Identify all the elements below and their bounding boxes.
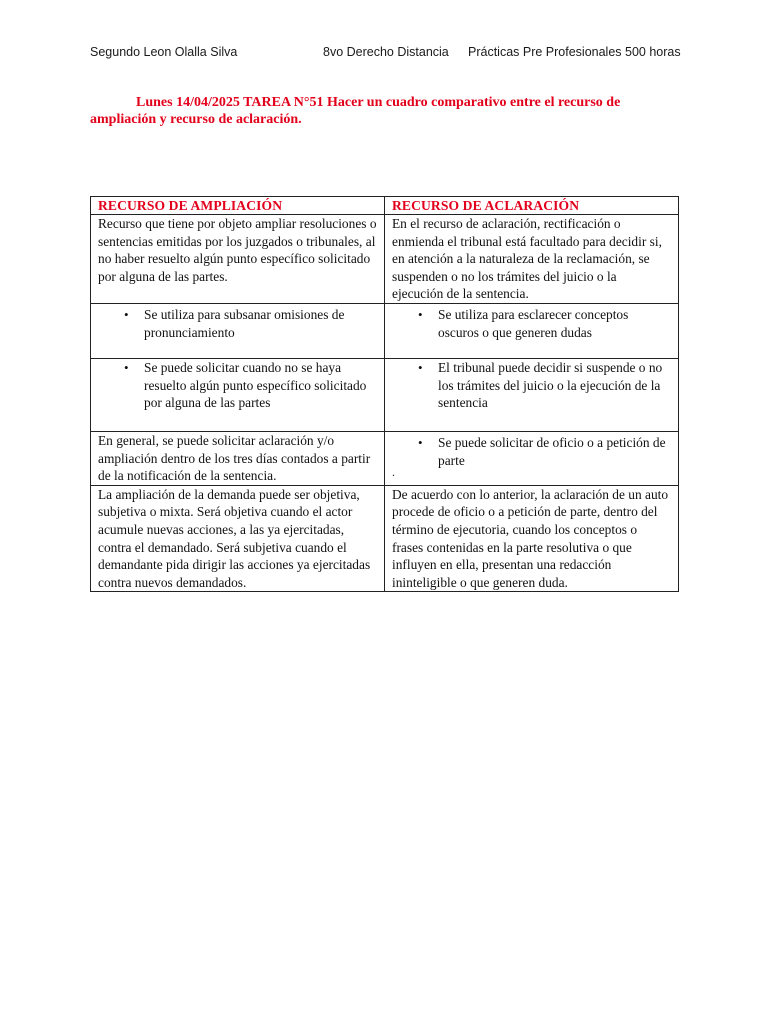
practice-label: Prácticas Pre Profesionales 500 horas — [468, 45, 681, 59]
final-aclaracion: De acuerdo con lo anterior, la aclaración de un auto procede de oficio o a petición de parte, dentro del término de ejecutoria, cuando los conceptos o frases contenidas en la parte resolutiva o que influyen en ella, presentan una redacción ininteligible o que generen duda. — [385, 485, 679, 592]
final-ampliacion: La ampliación de la demanda puede ser objetiva, subjetiva o mixta. Será objetiva cuando el actor acumule nuevas acciones, a las ya ejercitadas, contra el demandado. Será subjetiva cuando el demandante pida dirigir las acciones ya ejercitadas contra nuevos demandados. — [91, 485, 385, 592]
definition-aclaracion: En el recurso de aclaración, rectificación o enmienda el tribunal está facultado para decidir si, en atención a la naturaleza de la reclamación, se suspenden o no los trámites del juicio o la ejecución de la sentencia. — [385, 215, 679, 304]
table-row — [91, 215, 679, 304]
table-row — [91, 303, 679, 358]
table-cell — [91, 303, 385, 358]
table-header-row — [91, 197, 679, 215]
table-cell — [385, 431, 679, 485]
table-cell — [91, 358, 385, 431]
table-cell — [385, 358, 679, 431]
bullet-item: • El tribunal puede decidir si suspende o no los trámites del juicio o la ejecución de la sentencia — [392, 359, 671, 412]
table-row — [91, 358, 679, 431]
bullet-item: • Se puede solicitar cuando no se haya resuelto algún punto específico solicitado por alguna de las partes — [98, 359, 377, 412]
table-cell — [385, 303, 679, 358]
task-title: Lunes 14/04/2025 TAREA N°51 Hacer un cuadro comparativo entre el recurso de ampliación y recurso de aclaración. — [90, 95, 621, 127]
course-name: 8vo Derecho Distancia — [323, 45, 449, 59]
general-note: En general, se puede solicitar aclaración y/o ampliación dentro de los tres días contados a partir de la notificación de la sentencia. — [91, 431, 385, 485]
header-ampliacion: RECURSO DE AMPLIACIÓN — [91, 197, 385, 215]
table-row — [91, 485, 679, 592]
author-name: Segundo Leon Olalla Silva — [90, 45, 238, 59]
header-aclaracion: RECURSO DE ACLARACIÓN — [385, 197, 679, 215]
definition-ampliacion: Recurso que tiene por objeto ampliar resoluciones o sentencias emitidas por los juzgados o tribunales, al no haber resuelto algún punto específico solicitado por alguna de las partes. — [91, 215, 385, 304]
table-row — [91, 431, 679, 485]
comparison-table — [90, 196, 679, 592]
bullet-item: • Se utiliza para esclarecer conceptos oscuros o que generen dudas — [392, 306, 671, 341]
bullet-item: • Se utiliza para subsanar omisiones de pronunciamiento — [98, 306, 377, 341]
stray-dot: . — [392, 465, 395, 480]
bullet-item: • Se puede solicitar de oficio o a petición de parte — [392, 434, 671, 469]
